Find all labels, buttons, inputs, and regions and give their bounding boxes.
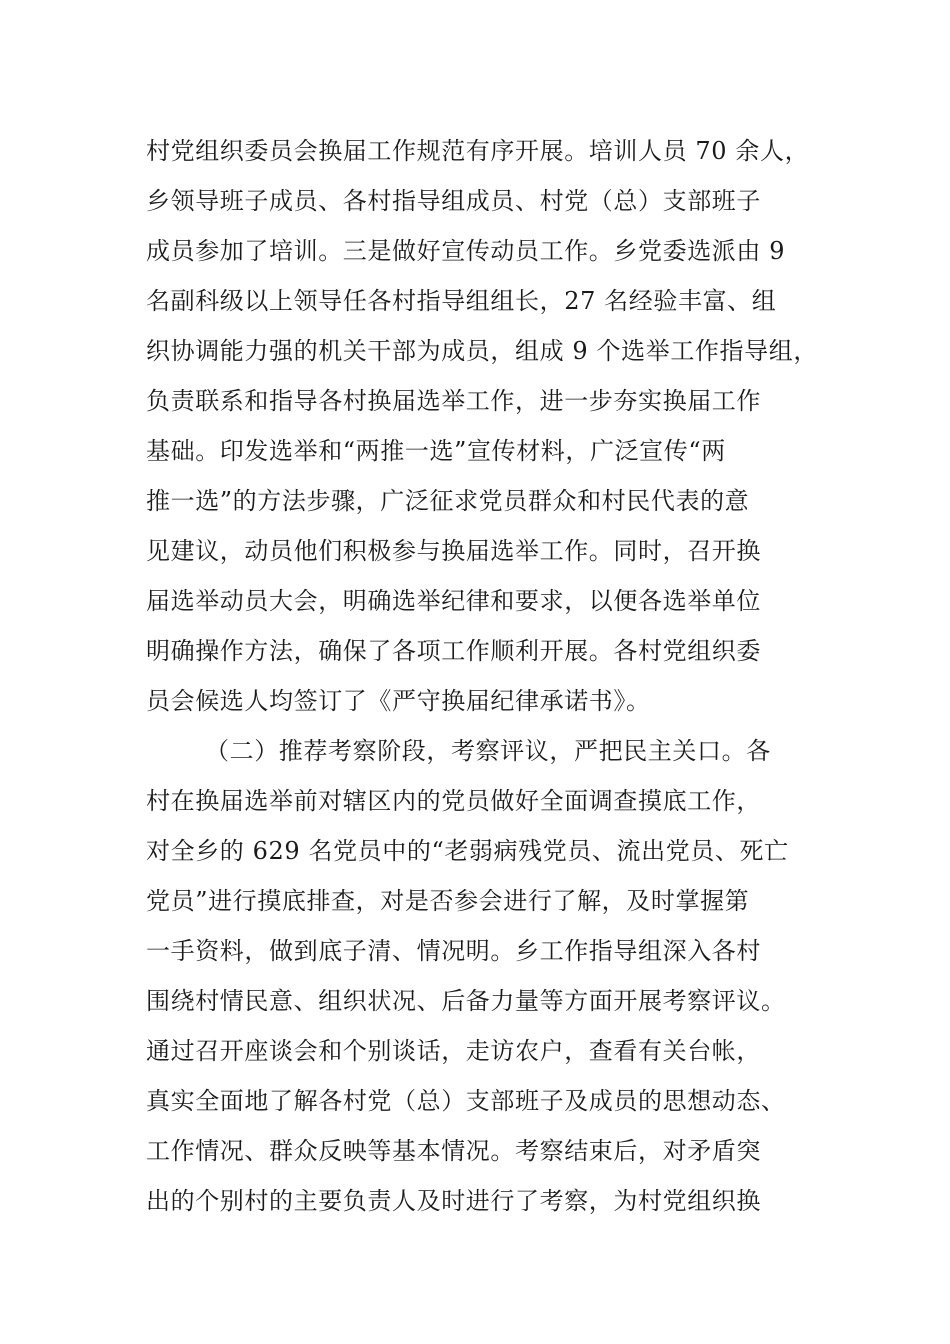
text-line: 基础。印发选举和“两推一选”宣传材料，广泛宣传“两	[146, 437, 726, 465]
text-line: 工作情况、群众反映等基本情况。考察结束后，对矛盾突	[146, 1137, 761, 1165]
text-line: 织协调能力强的机关干部为成员，组成 9 个选举工作指导组，	[146, 337, 818, 365]
text-line: 真实全面地了解各村党（总）支部班子及成员的思想动态、	[146, 1087, 786, 1115]
text-line: 村在换届选举前对辖区内的党员做好全面调查摸底工作，	[146, 787, 761, 815]
text-line: 明确操作方法，确保了各项工作顺利开展。各村党组织委	[146, 637, 761, 665]
text-line: 名副科级以上领导任各村指导组组长，27 名经验丰富、组	[146, 287, 777, 315]
text-line: 员会候选人均签订了《严守换届纪律承诺书》。	[146, 687, 651, 715]
text-line: 围绕村情民意、组织状况、后备力量等方面开展考察评议。	[146, 987, 786, 1015]
text-line: 推一选”的方法步骤，广泛征求党员群众和村民代表的意	[146, 487, 750, 515]
text-line: 通过召开座谈会和个别谈话，走访农户，查看有关台帐，	[146, 1037, 761, 1065]
text-line: 出的个别村的主要负责人及时进行了考察，为村党组织换	[146, 1187, 761, 1215]
text-line: 一手资料，做到底子清、情况明。乡工作指导组深入各村	[146, 937, 761, 965]
text-line: 见建议，动员他们积极参与换届选举工作。同时，召开换	[146, 537, 761, 565]
text-line: 成员参加了培训。三是做好宣传动员工作。乡党委选派由 9	[146, 237, 786, 265]
text-line: 村党组织委员会换届工作规范有序开展。培训人员 70 余人，	[146, 137, 810, 165]
text-line: 负责联系和指导各村换届选举工作，进一步夯实换届工作	[146, 387, 761, 415]
text-line: 届选举动员大会，明确选举纪律和要求，以便各选举单位	[146, 587, 761, 615]
text-line: 党员”进行摸底排查，对是否参会进行了解，及时掌握第	[146, 887, 750, 915]
text-line: 乡领导班子成员、各村指导组成员、村党（总）支部班子	[146, 187, 761, 215]
text-line: 对全乡的 629 名党员中的“老弱病残党员、流出党员、死亡	[146, 837, 789, 865]
section-heading-line: （二）推荐考察阶段，考察评议，严把民主关口。各	[205, 737, 771, 765]
